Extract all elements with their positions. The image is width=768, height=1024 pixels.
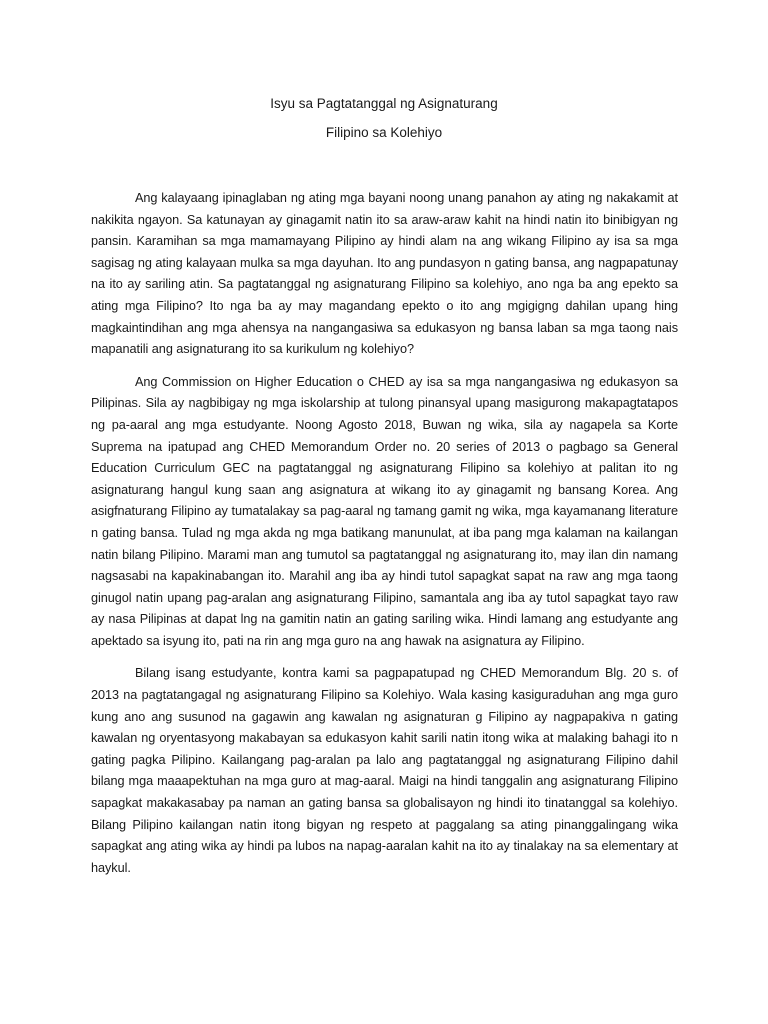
paragraph-2: Ang Commission on Higher Education o CHED ay isa sa mga nangangasiwa ng edukasyon sa Pilipinas. Sila ay nagbibigay ng mga iskolarship at tulong pinansyal upang masigurong makapagtatapos ng pa-aaral ang mga estudyante. Noong Agosto 2018, Buwan ng wika, sila ay nagapela sa Korte Suprema na ipatupad ang CHED Memorandum Order no. 20 series of 2013 o pagbago sa General Education Curriculum GEC na pagtatanggal ng asignaturang Filipino sa kolehiyo at palitan ito ng asignaturang hangul kung saan ang asignatura at wikang ito ay ginagamit ng bansang Korea. Ang asigfnaturang Filipino ay tumatalakay sa pag-aaral ng tamang gamit ng wika, mga kayamanang literature n gating bansa. Tulad ng mga akda ng mga batikang manunulat, at iba pang mga kalaman na kailangan natin bilang Pilipino. Marami man ang tumutol sa pagtatanggal ng asignaturang ito, may ilan din namang nagsasabi na kapakinabangan ito. Marahil ang iba ay hindi tutol sapagkat sapat na raw ang mga taong ginugol natin upang pag-aralan ang asignaturang Filipino, samantala ang iba ay tutol sapagkat tayo raw ay nasa Pilipinas at dapat lng na gamitin natin an gating sariling wika. Hindi lamang ang estudyante ang apektado sa isyung ito, pati na rin ang mga guro na ang hawak na asignatura ay Filipino.	[91, 374, 678, 648]
document-title-line-1: Isyu sa Pagtatanggal ng Asignaturang	[270, 96, 498, 111]
document-title-line-2: Filipino sa Kolehiyo	[325, 125, 443, 140]
paragraph-3: Bilang isang estudyante, kontra kami sa pagpapatupad ng CHED Memorandum Blg. 20 s. of 2013 na pagtatangagal ng asignaturang Filipino sa Kolehiyo. Wala kasing kasiguraduhan ang mga guro kung ano ang susunod na gagawin ang kawalan ng asignaturan g Filipino ay nagpapakiva n gating kawalan ng oryentasyong makabayan sa edukasyon kahit sarili natin itong wika at malaking bahagi ito n gating pagka Pilipino. Kailangang pag-aralan pa lalo ang pagtatanggal ng asignaturang Filipino dahil bilang mga maaapektuhan na mga guro at mag-aaral. Maigi na hindi tanggalin ang asignaturang Filipino sapagkat makakasabay pa naman an gating bansa sa globalisayon ng hindi ito tinatanggal sa kolehiyo. Bilang Pilipino kailangan natin itong bigyan ng respeto at paggalang sa ating pinanggalingang wika sapagkat ang ating wika ay hindi pa lubos na napag-aaralan kahit na ito ay tinalakay na sa elementary at haykul.	[91, 666, 678, 875]
paragraph-1: Ang kalayaang ipinaglaban ng ating mga bayani noong unang panahon ay ating ng nakakamit at nakikita ngayon. Sa katunayan ay ginagamit natin ito sa araw-araw kahit na hindi natin ito binibigyan ng pansin. Karamihan sa mga mamamayang Pilipino ay hindi alam na ang wikang Filipino ay isa sa mga sagisag ng ating kalayaan mulka sa mga dayuhan. Ito ang pundasyon n gating bansa, ang nagpapatunay na ito ay sariling atin. Sa pagtatanggal ng asignaturang Filipino sa kolehiyo, ano nga ba ang epekto sa ating mga Filipino? Ito nga ba ay may magandang epekto o ito ang mgigigng dahilan upang hing magkaintindihan ang mga ahensya na nangangasiwa sa edukasyon ng bansa laban sa mga taong nais mapanatili ang asignaturang ito sa kurikulum ng kolehiyo?	[91, 191, 678, 357]
document-body	[91, 188, 678, 890]
